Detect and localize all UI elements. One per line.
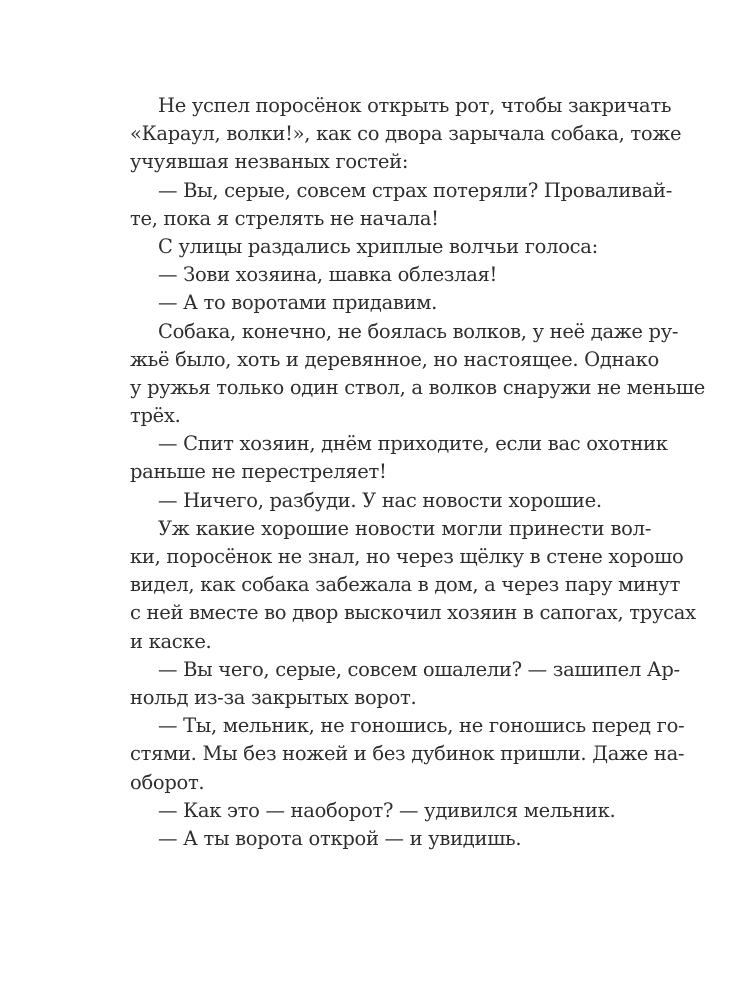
text-line: нольд из-за закрытых ворот. [130, 685, 417, 709]
text-line: стями. Мы без ножей и без дубинок пришли. Даже на- [130, 742, 685, 766]
text-line: и каске. [130, 629, 212, 653]
text-line: оборот. [130, 770, 205, 794]
text-line: с ней вместе во двор выскочил хозяин в сапогах, трусах [130, 601, 696, 625]
text-line: — Ты, мельник, не гоношись, не гоношись перед го- [158, 714, 685, 738]
text-line: учуявшая незваных гостей: [130, 150, 409, 174]
text-line: Уж какие хорошие новости могли принести вол- [158, 516, 651, 540]
text-line: — А ты ворота открой — и увидишь. [158, 826, 522, 850]
text-line: у ружья только один ствол, а волков снаружи не меньше [130, 375, 705, 399]
text-line: — Как это — наоборот? — удивился мельник. [158, 798, 616, 822]
text-line: — Зови хозяина, шавка облезлая! [158, 263, 498, 287]
text-line: — Спит хозяин, днём приходите, если вас охотник [158, 432, 668, 456]
text-line: те, пока я стрелять не начала! [130, 206, 439, 230]
text-line: ки, поросёнок не знал, но через щёлку в стене хорошо [130, 545, 684, 568]
text-line: Собака, конечно, не боялась волков, у неё даже ру- [158, 319, 679, 343]
text-line: Не успел поросёнок открыть рот, чтобы закричать [158, 94, 672, 117]
text-line: — Вы чего, серые, совсем ошалели? — зашипел Ар- [158, 657, 680, 681]
text-line: трёх. [130, 404, 181, 428]
text-line: «Караул, волки!», как со двора зарычала собака, тоже [130, 122, 682, 146]
text-line: — Ничего, разбуди. У нас новости хорошие. [158, 488, 602, 512]
text-line: жьё было, хоть и деревянное, но настоящее. Однако [130, 347, 659, 371]
text-line: видел, как собака забежала в дом, а через пару минут [130, 573, 681, 597]
text-line: — Вы, серые, совсем страх потеряли? Проваливай- [158, 178, 673, 202]
text-line: раньше не перестреляет! [130, 460, 387, 484]
text-line: С улицы раздались хриплые волчьи голоса: [158, 234, 598, 258]
text-line: — А то воротами придавим. [158, 291, 438, 315]
book-page-text [130, 92, 705, 853]
